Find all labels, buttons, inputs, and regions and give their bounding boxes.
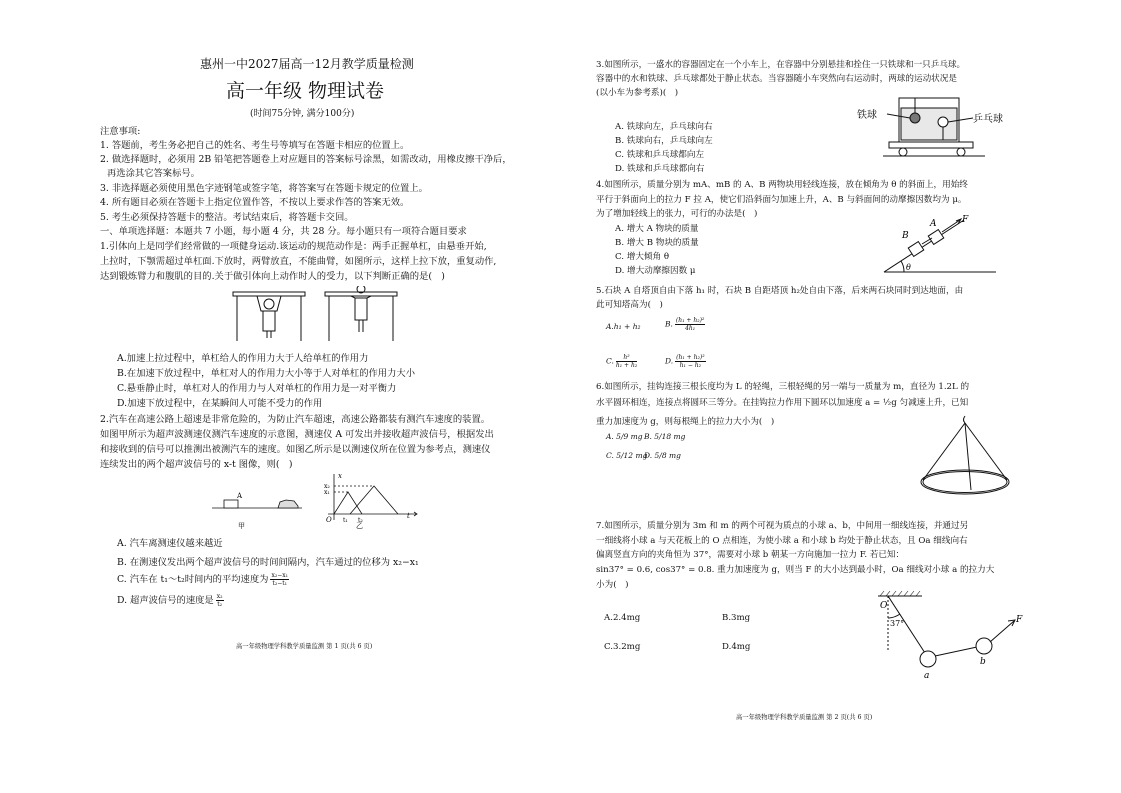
- q4-label-a: A: [930, 219, 937, 229]
- q4-option-b: B. 增大 B 物块的质量: [615, 238, 699, 248]
- q4-stem-1: 4.如图所示，质量分别为 mA、mB 的 A、B 两物块用轻线连接，放在倾角为 θ 的斜面上，用始终: [596, 180, 968, 190]
- page-2-footer: 高一年级物理学科教学质量监测 第 2 页(共 6 页): [736, 714, 873, 721]
- q1-option-a: A.加速上拉过程中，单杠给人的作用力大于人给单杠的作用力: [117, 353, 369, 364]
- paper-title: 高一年级 物理试卷: [226, 80, 385, 102]
- q2-label-x2: x₂: [324, 483, 330, 490]
- q6-stem-2: 水平圆环相连，连接点将圆环三等分。在挂钩拉力作用下圆环以加速度 a = ½g 匀减速上升，已知: [596, 398, 969, 408]
- q7-option-d: D.4mg: [722, 642, 751, 652]
- q7-option-c: C.3.2mg: [604, 642, 641, 652]
- q2-stem-2: 如图甲所示为超声波测速仪测汽车速度的示意图，测速仪 A 可发出并接收超声波信号，根据发出: [100, 429, 494, 440]
- q7-label-b: b: [980, 657, 986, 667]
- q2-stem-3: 和接收到的信号可以推测出被测汽车的速度。如图乙所示是以测速仪所在位置为参考点，测速仪: [100, 444, 491, 455]
- q5-option-c: C. $\frac{\text{h²}}{\text{h₁ + h₂}}$: [606, 354, 638, 369]
- q1-stem-1: 1.引体向上是同学们经常做的一项健身运动.该运动的规范动作是：两手正握单杠，由悬垂开始,: [100, 241, 487, 252]
- q1-pullup-figure: [225, 286, 405, 346]
- q2-option-a: A. 汽车离测速仪越来越近: [117, 538, 223, 549]
- q3-label-pingpong: 乒乓球: [973, 114, 1003, 125]
- q7-option-a: A.2.4mg: [604, 613, 641, 623]
- q7-stem-4: sin37° = 0.6, cos37° = 0.8. 重力加速度为 g，则当 F 的大小达到最小时，Oa 细线对小球 a 的拉力大: [596, 565, 995, 575]
- notice-3: 3. 非选择题必须使用黑色字迹钢笔或签字笔，将答案写在答题卡规定的位置上。: [100, 183, 428, 194]
- q3-stem-3: (以小车为参考系)( ): [596, 88, 679, 98]
- q2-label-o: O: [326, 516, 332, 524]
- q6-stem-3: 重力加速度为 g，则每根绳上的拉力大小为( ): [596, 417, 775, 427]
- notice-1: 1. 答题前，考生务必把自己的姓名、考生号等填写在答题卡相应的位置上。: [100, 140, 410, 151]
- notice-2b: 再选涂其它答案标号。: [107, 168, 200, 179]
- q4-option-a: A. 增大 A 物块的质量: [615, 224, 699, 234]
- q4-incline-figure: [880, 210, 1000, 276]
- page-1-footer: 高一年级物理学科教学质量监测 第 1 页(共 6 页): [236, 643, 373, 650]
- q6-option-c: C. 5/12 mg: [606, 451, 648, 460]
- page-2: [560, 0, 1121, 793]
- q7-stem-2: 一细线将小球 a 与天花板上的 O 点相连，为使小球 a 和小球 b 均处于静止状态，且 Oa 细线向右: [596, 536, 968, 546]
- q2-label-t1: t₁: [343, 517, 348, 524]
- q3-label-iron: 铁球: [857, 110, 877, 121]
- q2-label-t2: t₂: [358, 517, 363, 524]
- notice-heading: 注意事项:: [100, 126, 141, 137]
- q2-option-c-fraction: $\frac{\text{x₂−x₁}}{\text{t₂−t₁}}$: [271, 572, 289, 587]
- q2-label-jia: 甲: [238, 522, 245, 530]
- exam-title: 惠州一中2027届高一12月教学质量检测: [200, 57, 414, 71]
- q7-label-a: a: [924, 671, 930, 681]
- q5-option-b: B. $\frac{\text{(h₁ + h₂)²}}{\text{4h₁}}$: [665, 317, 705, 332]
- q1-option-d: D.加速下放过程中，在某瞬间人可能不受力的作用: [117, 398, 323, 409]
- q3-option-a: A. 铁球向左，乒乓球向右: [615, 122, 713, 132]
- q5-option-a: A.h₁ + h₂: [606, 322, 641, 331]
- q3-stem-2: 容器中的水和铁球、乒乓球都处于静止状态。当容器随小车突然向右运动时，两球的运动状况是: [596, 74, 957, 84]
- q3-container-figure: [855, 96, 1020, 166]
- q7-label-o: O: [880, 601, 888, 611]
- time-score: (时间75分钟, 满分100分): [250, 109, 355, 119]
- notice-4: 4. 所有题目必须在答题卡上指定位置作答，不按以上要求作答的答案无效。: [100, 197, 410, 208]
- q4-option-c: C. 增大倾角 θ: [615, 252, 670, 262]
- q2-option-d-fraction: $\frac{\text{x₂}}{\text{t₂}}$: [216, 593, 223, 608]
- q6-option-b: B. 5/18 mg: [644, 432, 686, 441]
- q2-option-d: D. 超声波信号的速度是 $\frac{\text{x₂}}{\text{t₂}}$: [117, 593, 223, 608]
- q4-label-theta: θ: [906, 263, 911, 272]
- q4-stem-3: 为了增加轻线上的张力，可行的办法是( ): [596, 209, 758, 219]
- q4-label-b: B: [902, 231, 909, 241]
- q7-label-f: F: [1016, 615, 1023, 625]
- q7-option-b: B.3mg: [722, 613, 751, 623]
- q2-label-x: x: [338, 472, 342, 480]
- q3-option-b: B. 铁球向右，乒乓球向左: [615, 136, 713, 146]
- q5-option-c-fraction: $\frac{\text{h²}}{\text{h₁ + h₂}}$: [615, 354, 638, 369]
- q1-stem-2: 上拉时，下颚需超过单杠面.下放时，两臂放直，不能曲臂，如图所示，这样上拉下放，重复动作,: [100, 256, 497, 267]
- q7-stem-1: 7.如图所示，质量分别为 3m 和 m 的两个可视为质点的小球 a、b，中间用一细线连接，并通过另: [596, 521, 969, 531]
- q7-stem-3: 偏离竖直方向的夹角恒为 37°，需要对小球 b 朝某一方向施加一拉力 F. 若已知：: [596, 550, 905, 560]
- q1-option-b: B.在加速下放过程中，单杠对人的作用力大小等于人对单杠的作用力大小: [117, 368, 415, 379]
- q5-option-d: D. $\frac{\text{(h₁ + h₂)²}}{\text{h₁ − h₂}}$: [665, 354, 705, 369]
- q1-option-c: C.悬垂静止时，单杠对人的作用力与人对单杠的作用力是一对平衡力: [117, 383, 397, 394]
- notice-2: 2. 做选择题时，必须用 2B 铅笔把答题卷上对应题目的答案标号涂黑，如需改动，用橡皮擦干净后，: [100, 154, 512, 165]
- q4-stem-2: 平行于斜面向上的拉力 F 拉 A，使它们沿斜面匀加速上升，A、B 与斜面间的动摩擦因数均为 μ。: [596, 195, 967, 205]
- q2-option-c: C. 汽车在 t₁～t₂时间内的平均速度为 $\frac{\text{x₂−x₁}}{\text{t₂−t₁}}$: [117, 572, 289, 587]
- q2-label-a: A: [237, 492, 243, 500]
- q4-label-f: F: [962, 215, 969, 225]
- q5-stem-2: 此可知塔高为( ): [596, 300, 663, 310]
- q2-option-b: B. 在测速仪发出两个超声波信号的时间间隔内，汽车通过的位移为 x₂−x₁: [117, 557, 419, 568]
- q7-balls-figure: [860, 590, 1030, 682]
- q1-stem-3: 达到锻炼臂力和腹肌的目的.关于做引体向上动作时人的受力，以下判断正确的是( ): [100, 271, 445, 282]
- q2-label-yi: 乙: [356, 522, 363, 530]
- q2-speed-figure: [210, 470, 420, 532]
- page-1: [0, 0, 560, 793]
- q4-option-d: D. 增大动摩擦因数 μ: [615, 266, 696, 276]
- q6-stem-1: 6.如图所示，挂钩连接三根长度均为 L 的轻绳，三根轻绳的另一端与一质量为 m，直径为 1.2L 的: [596, 382, 970, 392]
- q6-option-a: A. 5/9 mg: [606, 432, 643, 441]
- q7-stem-5: 小为( ): [596, 580, 629, 590]
- q6-option-d: D. 5/8 mg: [644, 451, 681, 460]
- q5-option-d-fraction: $\frac{\text{(h₁ + h₂)²}}{\text{h₁ − h₂}}$: [676, 354, 705, 369]
- q2-label-t: t: [407, 512, 410, 520]
- q3-option-c: C. 铁球和乒乓球都向左: [615, 150, 705, 160]
- q2-stem-4: 连续发出的两个超声波信号的 x-t 图像，则( ): [100, 459, 293, 470]
- q2-stem-1: 2.汽车在高速公路上超速是非常危险的，为防止汽车超速，高速公路都装有测汽车速度的装置。: [100, 414, 491, 425]
- q5-option-b-fraction: $\frac{\text{(h₁ + h₂)²}}{\text{4h₁}}$: [675, 317, 705, 332]
- q5-stem-1: 5.石块 A 自塔顶自由下落 h₁ 时，石块 B 自距塔顶 h₂处自由下落，后来两石块同时到达地面，由: [596, 286, 964, 296]
- notice-5: 5. 考生必须保持答题卡的整洁。考试结束后，将答题卡交回。: [100, 212, 354, 223]
- section-1-heading: 一、单项选择题：本题共 7 小题，每小题 4 分，共 28 分。每小题只有一项符合题目要求: [100, 226, 467, 237]
- q3-option-d: D. 铁球和乒乓球都向右: [615, 164, 705, 174]
- q3-stem-1: 3.如图所示，一盛水的容器固定在一个小车上，在容器中分别悬挂和拴住一只铁球和一只乒乓球。: [596, 60, 966, 70]
- q2-label-x1: x₁: [324, 489, 330, 496]
- q6-ring-figure: [915, 414, 1045, 498]
- q7-label-angle: 37°: [890, 619, 905, 628]
